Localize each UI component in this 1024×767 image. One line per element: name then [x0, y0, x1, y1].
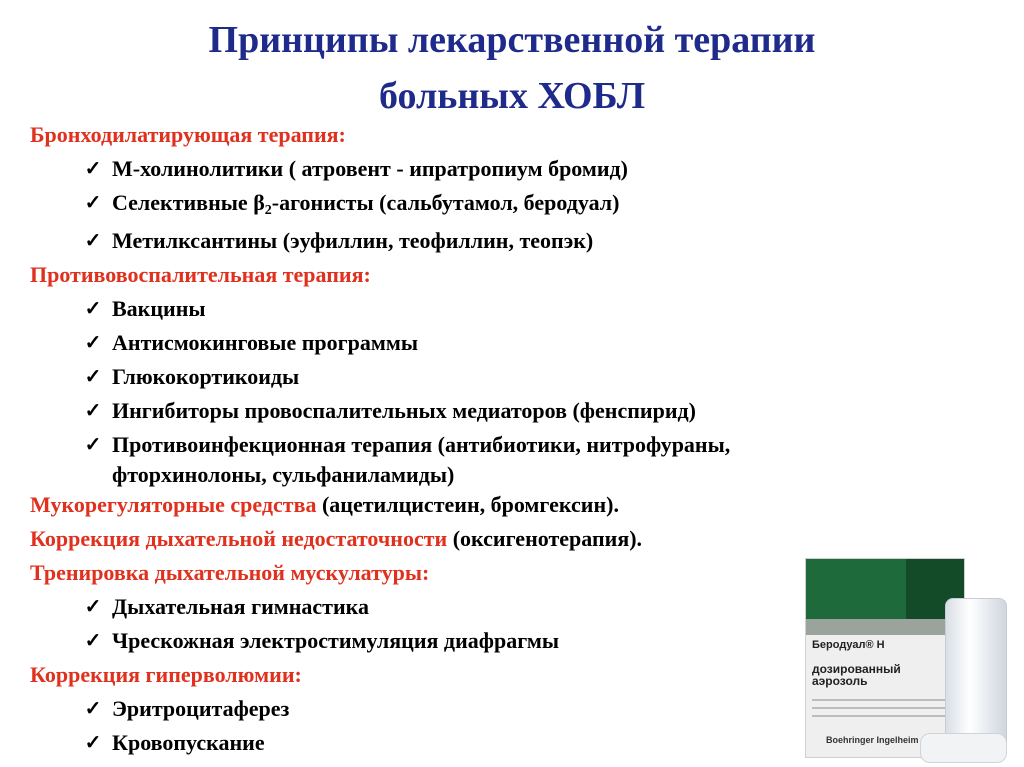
checkmark-icon: ✓ — [84, 698, 102, 720]
checkmark-icon: ✓ — [84, 630, 102, 652]
section-heading — [30, 120, 990, 154]
section-heading — [30, 260, 990, 294]
list-item — [30, 430, 990, 490]
box-fine-print — [812, 699, 952, 723]
list-item — [30, 328, 990, 362]
list-item-text: Эритроцитаферез — [112, 696, 290, 721]
list-item-text: Дыхательная гимнастика — [112, 594, 369, 619]
list-item-text: Глюкокортикоиды — [112, 364, 300, 389]
fine-print-line — [812, 715, 952, 717]
checkmark-icon: ✓ — [84, 732, 102, 754]
list-item-text: Кровопускание — [112, 730, 265, 755]
list-item — [30, 362, 990, 396]
list-item — [30, 154, 990, 188]
checkmark-icon: ✓ — [84, 158, 102, 180]
list-item-text: -агонисты (сальбутамол, беродуал) — [271, 190, 620, 215]
fine-print-line — [812, 699, 952, 701]
checkmark-icon: ✓ — [84, 332, 102, 354]
subscript: 2 — [264, 203, 272, 218]
section-heading-detail: (ацетилцистеин, бромгексин). — [316, 492, 619, 517]
list-item-text-line-2: фторхинолоны, сульфаниламиды) — [112, 462, 455, 487]
title-line-1: Принципы лекарственной терапии — [208, 19, 816, 61]
box-dose-text — [812, 663, 901, 687]
fine-print-line — [812, 707, 952, 709]
list-item — [30, 294, 990, 328]
box-grey-strip — [806, 619, 965, 635]
list-item-text: Чрескожная электростимуляция диафрагмы — [112, 628, 560, 653]
section-heading-red: Коррекция дыхательной недостаточности — [30, 526, 448, 551]
box-dose-line-2: аэрозоль — [812, 674, 868, 688]
section-heading-red: Тренировка дыхательной мускулатуры: — [30, 560, 430, 585]
checkmark-icon: ✓ — [84, 192, 102, 214]
product-illustration — [805, 558, 1020, 763]
list-item — [30, 396, 990, 430]
checkmark-icon: ✓ — [84, 434, 102, 456]
checkmark-icon: ✓ — [84, 400, 102, 422]
title-line-2: больных ХОБЛ — [378, 75, 646, 117]
list-item-text: Вакцины — [112, 296, 206, 321]
inhaler-mouthpiece — [920, 733, 1007, 763]
box-maker-text: Boehringer Ingelheim — [826, 735, 919, 745]
checkmark-icon: ✓ — [84, 366, 102, 388]
list-item-text-line-1: Противоинфекционная терапия (антибиотики, нитрофураны, — [112, 432, 731, 457]
beta-symbol: β — [253, 190, 265, 215]
list-item-text: Селективные — [112, 190, 254, 215]
inhaler-canister — [945, 598, 1007, 750]
section-heading-detail: (оксигенотерапия). — [447, 526, 643, 551]
page-title — [0, 12, 1024, 124]
checkmark-icon: ✓ — [84, 298, 102, 320]
section-heading-red: Коррекция гиперволюмии: — [30, 662, 302, 687]
medicine-box — [805, 558, 965, 758]
section-heading-red: Противовоспалительная терапия: — [30, 262, 371, 287]
box-dose-line-1: дозированный — [812, 662, 901, 676]
section-heading — [30, 524, 990, 558]
checkmark-icon: ✓ — [84, 596, 102, 618]
list-item-text: Метилксантины (эуфиллин, теофиллин, теопэк) — [112, 228, 594, 253]
section-heading-red: Бронходилатирующая терапия: — [30, 122, 346, 147]
box-brand-text: Беродуал® Н — [812, 639, 885, 651]
list-item-text: М-холинолитики ( атровент - ипратропиум бромид) — [112, 156, 629, 181]
list-item — [30, 226, 990, 260]
section-heading — [30, 490, 990, 524]
list-item-text: Антисмокинговые программы — [112, 330, 419, 355]
checkmark-icon: ✓ — [84, 230, 102, 252]
list-item — [30, 188, 990, 226]
list-item-text: Ингибиторы провоспалительных медиаторов (фенспирид) — [112, 398, 696, 423]
section-heading-red: Мукорегуляторные средства — [30, 492, 317, 517]
